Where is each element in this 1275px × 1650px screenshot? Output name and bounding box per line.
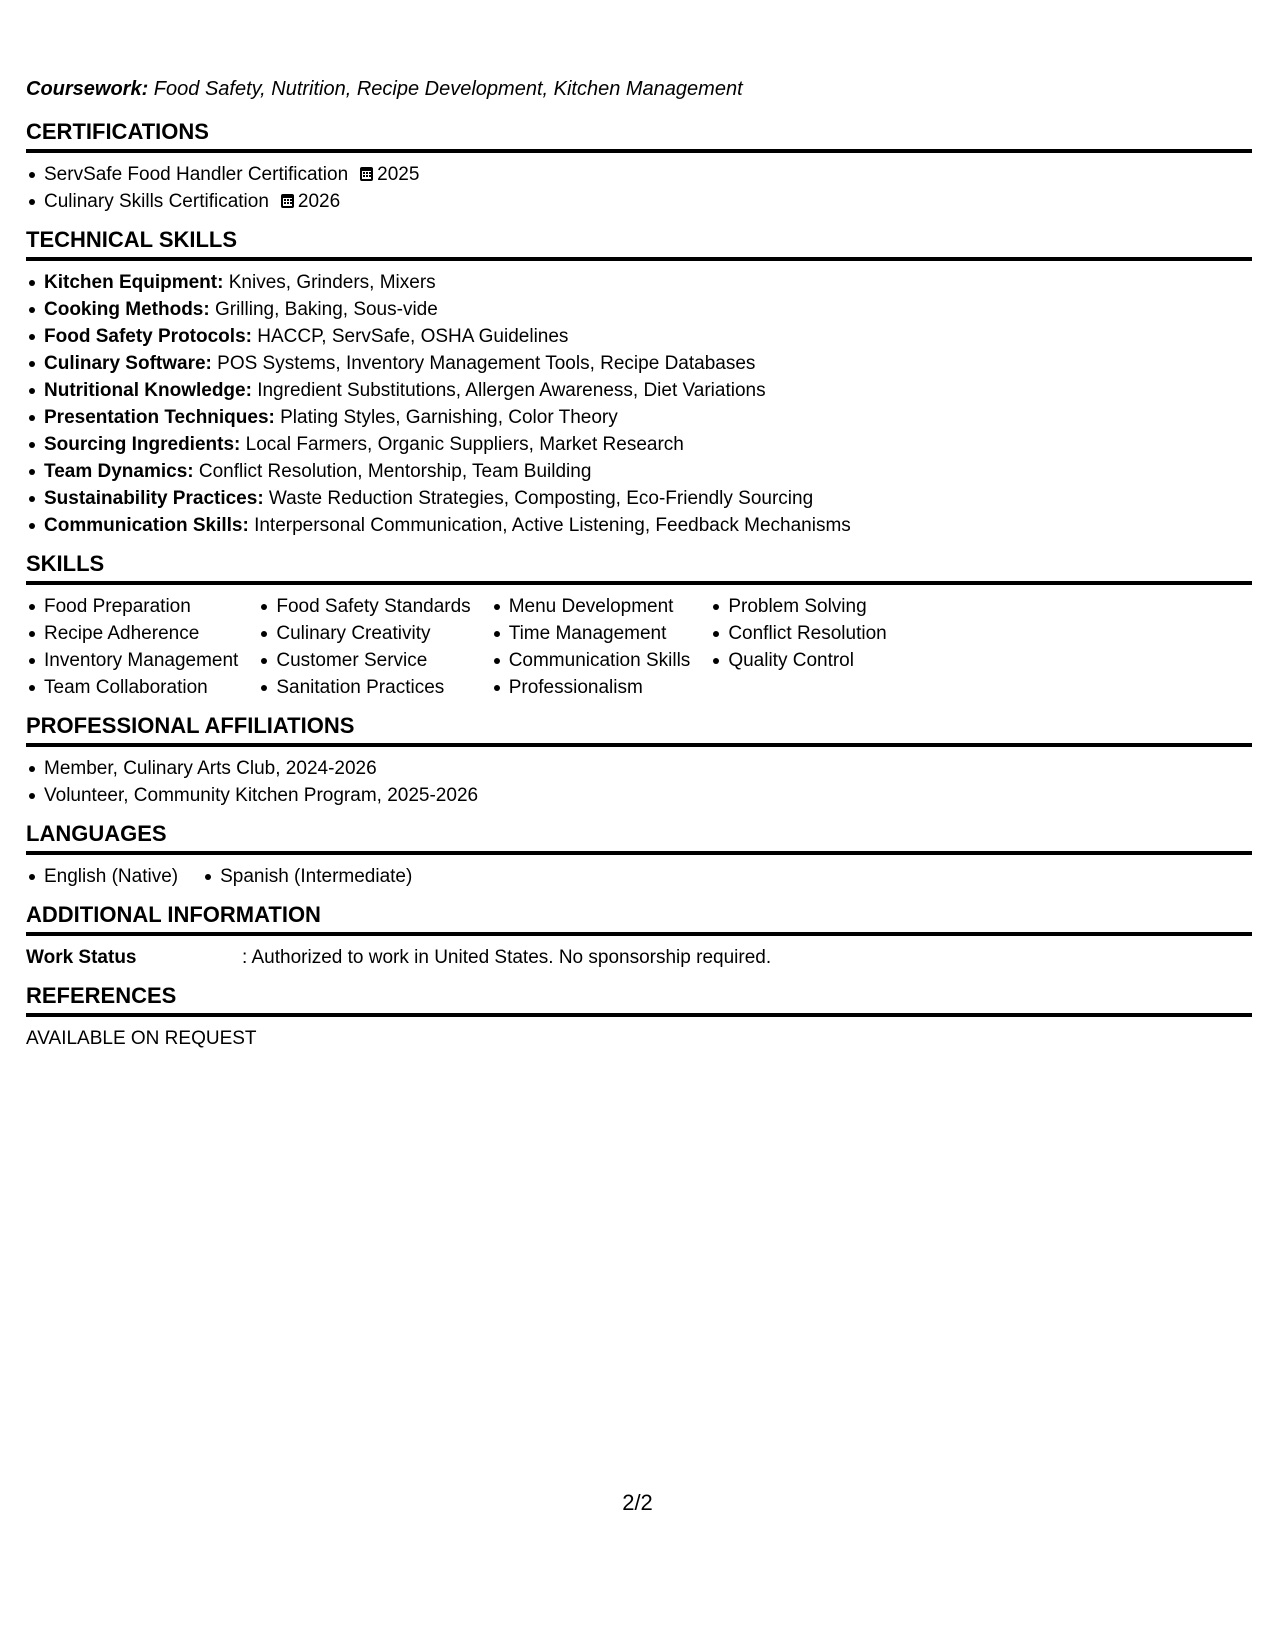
technical-skill-value: Knives, Grinders, Mixers — [223, 272, 436, 293]
references-text: AVAILABLE ON REQUEST — [26, 1028, 257, 1049]
skill-item: Team Collaboration — [26, 674, 238, 701]
technical-skill-item — [26, 485, 1252, 512]
technical-skill-item — [26, 377, 1252, 404]
certifications-list — [26, 161, 1252, 215]
technical-skill-value: POS Systems, Inventory Management Tools, Recipe Databases — [211, 353, 756, 374]
technical-skill-label: Communication Skills: — [44, 515, 249, 536]
languages-list — [26, 863, 1252, 890]
technical-skill-value: Conflict Resolution, Mentorship, Team Building — [193, 461, 592, 482]
skill-item: Recipe Adherence — [26, 620, 238, 647]
skills-column — [710, 593, 886, 701]
skill-item: Quality Control — [710, 647, 886, 674]
skill-item: Culinary Creativity — [258, 620, 470, 647]
additional-info-heading: ADDITIONAL INFORMATION — [26, 900, 1252, 936]
certification-year: 2026 — [297, 191, 341, 212]
skill-item: Problem Solving — [710, 593, 886, 620]
technical-skill-item — [26, 458, 1252, 485]
additional-info-section — [26, 900, 1252, 971]
technical-skill-value: Plating Styles, Garnishing, Color Theory — [274, 407, 618, 428]
skill-item: Conflict Resolution — [710, 620, 886, 647]
technical-skills-section — [26, 225, 1252, 539]
skill-item: Time Management — [491, 620, 691, 647]
calendar-icon — [360, 167, 373, 181]
technical-skill-label: Cooking Methods: — [44, 299, 210, 320]
technical-skills-list — [26, 269, 1252, 539]
page-number: 2/2 — [622, 1490, 653, 1515]
certifications-section — [26, 117, 1252, 215]
technical-skill-label: Nutritional Knowledge: — [44, 380, 252, 401]
technical-skill-label: Food Safety Protocols: — [44, 326, 252, 347]
technical-skill-item — [26, 323, 1252, 350]
skills-column — [26, 593, 238, 701]
skill-item: Professionalism — [491, 674, 691, 701]
work-status-label: Work Status — [26, 947, 137, 968]
certification-item — [26, 188, 1252, 215]
technical-skill-item — [26, 404, 1252, 431]
certifications-heading: CERTIFICATIONS — [26, 117, 1252, 153]
technical-skill-item — [26, 431, 1252, 458]
technical-skill-label: Sustainability Practices: — [44, 488, 264, 509]
certification-name: Culinary Skills Certification — [44, 191, 269, 212]
technical-skill-label: Sourcing Ingredients: — [44, 434, 241, 455]
technical-skill-label: Kitchen Equipment: — [44, 272, 224, 293]
skills-column — [491, 593, 691, 701]
skill-item: Communication Skills — [491, 647, 691, 674]
technical-skill-label: Team Dynamics: — [44, 461, 194, 482]
affiliations-section — [26, 711, 1252, 809]
technical-skill-item — [26, 269, 1252, 296]
skills-section — [26, 549, 1252, 701]
skill-item: Food Safety Standards — [258, 593, 470, 620]
affiliations-list — [26, 755, 1252, 809]
resume-page — [26, 76, 1252, 1052]
technical-skill-value: Ingredient Substitutions, Allergen Awareness, Diet Variations — [251, 380, 766, 401]
technical-skill-item — [26, 350, 1252, 377]
affiliation-item: Volunteer, Community Kitchen Program, 2025-2026 — [26, 782, 1252, 809]
certification-name: ServSafe Food Handler Certification — [44, 164, 349, 185]
skills-heading: SKILLS — [26, 549, 1252, 585]
languages-section — [26, 819, 1252, 890]
technical-skill-value: HACCP, ServSafe, OSHA Guidelines — [251, 326, 569, 347]
skill-item: Food Preparation — [26, 593, 238, 620]
technical-skill-item — [26, 296, 1252, 323]
skills-grid — [26, 593, 1252, 701]
languages-heading: LANGUAGES — [26, 819, 1252, 855]
coursework-value: Food Safety, Nutrition, Recipe Development, Kitchen Management — [148, 78, 743, 100]
technical-skill-value: Interpersonal Communication, Active Listening, Feedback Mechanisms — [248, 515, 851, 536]
skill-item: Inventory Management — [26, 647, 238, 674]
certification-year: 2025 — [377, 164, 420, 185]
technical-skills-heading: TECHNICAL SKILLS — [26, 225, 1252, 261]
calendar-icon — [281, 194, 294, 208]
skill-item: Customer Service — [258, 647, 470, 674]
language-item: English (Native) — [26, 863, 178, 890]
work-status-row — [26, 944, 1252, 971]
references-section — [26, 981, 1252, 1052]
technical-skill-value: Waste Reduction Strategies, Composting, Eco-Friendly Sourcing — [263, 488, 814, 509]
certification-item — [26, 161, 1252, 188]
skill-item: Menu Development — [491, 593, 691, 620]
technical-skill-value: Grilling, Baking, Sous-vide — [209, 299, 438, 320]
coursework-line — [26, 76, 1252, 103]
technical-skill-label: Culinary Software: — [44, 353, 212, 374]
technical-skill-label: Presentation Techniques: — [44, 407, 275, 428]
language-item: Spanish (Intermediate) — [202, 863, 412, 890]
affiliation-item: Member, Culinary Arts Club, 2024-2026 — [26, 755, 1252, 782]
technical-skill-value: Local Farmers, Organic Suppliers, Market Research — [240, 434, 684, 455]
technical-skill-item — [26, 512, 1252, 539]
work-status-value: : Authorized to work in United States. No sponsorship required. — [242, 947, 772, 968]
affiliations-heading: PROFESSIONAL AFFILIATIONS — [26, 711, 1252, 747]
skills-column — [258, 593, 470, 701]
references-heading: REFERENCES — [26, 981, 1252, 1017]
coursework-label: Coursework: — [26, 78, 149, 100]
skill-item: Sanitation Practices — [258, 674, 470, 701]
